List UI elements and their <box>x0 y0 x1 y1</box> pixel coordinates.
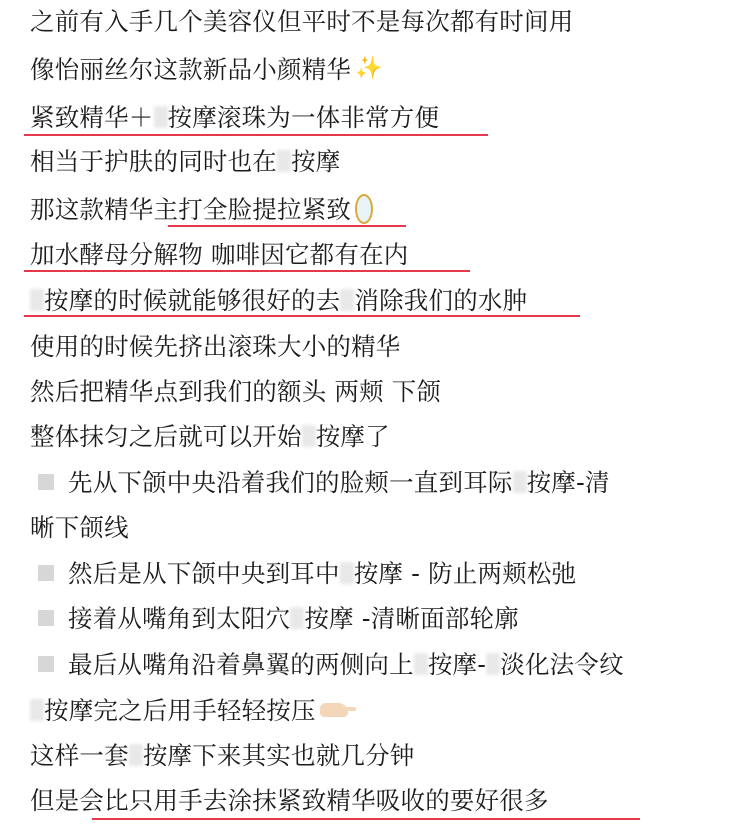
text-segment: 消除我们的水肿 <box>354 286 528 315</box>
text-segment: 主打全脸提拉紧致 <box>153 195 352 224</box>
text-segment: 最后从嘴角沿着鼻翼的两侧向上 <box>68 650 414 679</box>
mirror-icon <box>355 194 373 224</box>
text-segment: 接着从嘴角到太阳穴 <box>68 604 291 633</box>
blurred-character <box>290 607 304 629</box>
text-segment: 按摩完之后用手轻轻按压 <box>44 696 316 725</box>
text-segment: 按摩 - 防止两颊松弛 <box>353 559 577 588</box>
text-line <box>30 142 340 182</box>
text-segment: 这样一套 <box>30 741 129 770</box>
text-line <box>30 50 383 90</box>
text-segment: 那这款精华 <box>30 195 154 224</box>
text-line <box>30 327 401 367</box>
text-segment: 整体抹匀之后就可以开始 <box>30 422 302 451</box>
text-segment: 按摩 -清晰面部轮廓 <box>304 604 519 633</box>
blurred-character <box>30 699 44 721</box>
text-segment: 先从下颌中央沿着我们的脸颊一直到耳际 <box>68 468 513 497</box>
blurred-character <box>30 289 44 311</box>
text-line <box>30 417 390 457</box>
square-bullet-icon <box>38 474 54 490</box>
red-underline <box>168 225 406 227</box>
text-segment: 按摩- <box>427 650 487 679</box>
text-segment: 然后把精华点到我们的额头 两颊 下颌 <box>30 377 442 406</box>
text-segment: 按摩 <box>291 147 341 176</box>
text-segment: 紧致精华＋ <box>30 103 154 132</box>
pointing-hand-icon <box>320 703 348 717</box>
text-line <box>30 691 348 731</box>
text-segment: 按摩的时候就能够很好的去 <box>44 286 341 315</box>
square-bullet-icon <box>38 565 54 581</box>
text-segment: 按摩-清 <box>526 468 610 497</box>
blurred-character <box>277 150 291 172</box>
blurred-character <box>486 653 500 675</box>
blurred-character <box>129 744 143 766</box>
text-line <box>30 98 439 138</box>
red-underline <box>24 315 580 317</box>
text-segment: 像怡丽丝尔这款新品小颜精华 <box>30 55 352 84</box>
text-segment: 相当于护肤的同时也在 <box>30 147 277 176</box>
text-line <box>30 736 415 776</box>
red-underline <box>24 270 470 272</box>
text-line <box>30 190 373 230</box>
text-segment: 按摩滚珠为一体非常方便 <box>167 103 440 132</box>
blurred-character <box>154 106 168 128</box>
bullet-item <box>38 599 519 639</box>
text-segment: 然后是从下颌中央到耳中 <box>68 559 340 588</box>
square-bullet-icon <box>38 610 54 626</box>
text-segment: 使用的时候先挤出滚珠大小的精华 <box>30 332 401 361</box>
blurred-character <box>340 289 354 311</box>
text-segment: 但是会比只用手去涂抹紧致精华吸收的要好很多 <box>30 786 549 815</box>
text-segment: 晰下颌线 <box>30 513 129 542</box>
text-line <box>30 2 573 42</box>
text-line <box>30 372 441 412</box>
bullet-item <box>38 463 610 503</box>
text-segment: 按摩了 <box>315 422 390 451</box>
text-line <box>30 781 549 821</box>
text-line <box>30 508 129 548</box>
red-underline <box>92 818 640 820</box>
blurred-character <box>414 653 428 675</box>
blurred-character <box>513 471 527 493</box>
blurred-character <box>302 425 316 447</box>
sparkles-icon: ✨ <box>355 56 383 81</box>
red-underline <box>24 134 488 136</box>
bullet-item <box>38 645 624 685</box>
text-segment: 之前有入手几个美容仪但平时不是每次都有时间用 <box>30 7 574 36</box>
text-segment: 加水酵母分解物 咖啡因它都有在内 <box>30 240 409 269</box>
text-segment: 淡化法令纹 <box>500 650 624 679</box>
square-bullet-icon <box>38 656 54 672</box>
blurred-character <box>340 562 354 584</box>
bullet-item <box>38 554 576 594</box>
text-segment: 按摩下来其实也就几分钟 <box>142 741 415 770</box>
text-line <box>30 235 409 275</box>
